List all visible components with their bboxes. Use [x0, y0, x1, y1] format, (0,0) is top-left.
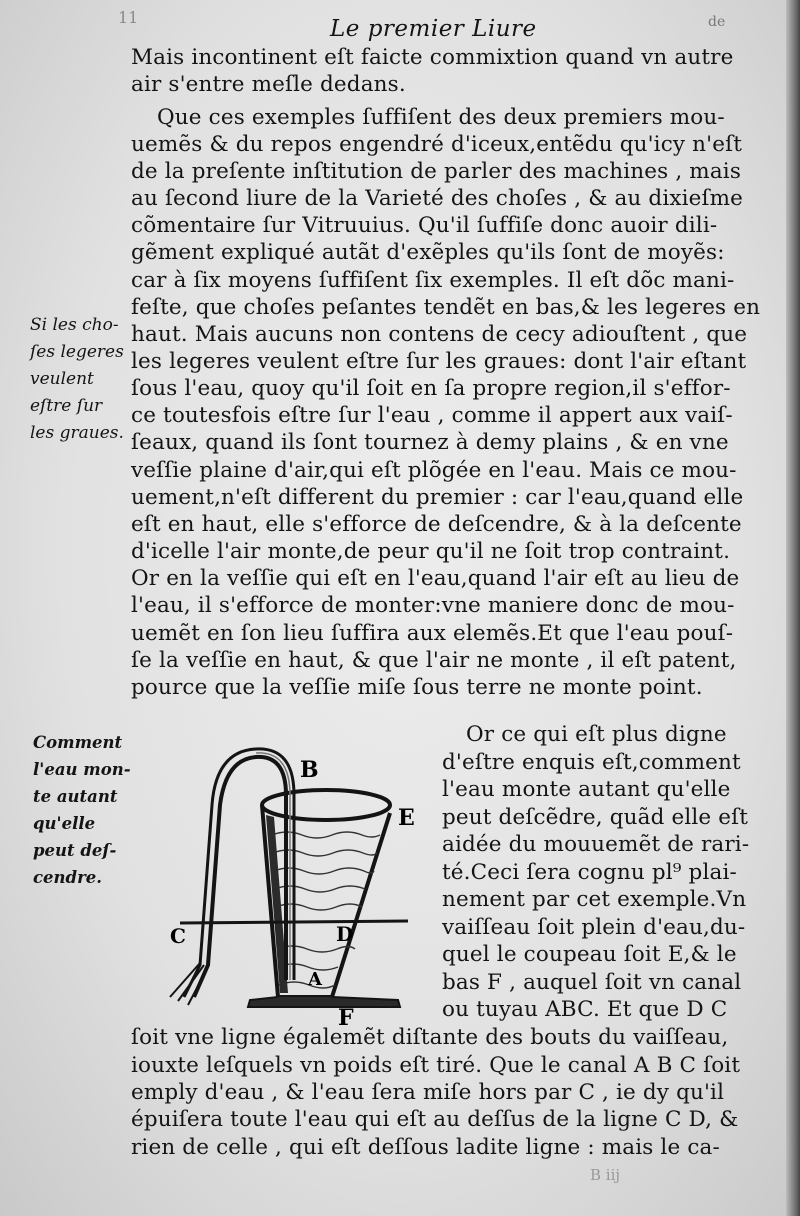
margin-note-line: les graues. [30, 423, 124, 443]
water-hatching [272, 832, 380, 988]
text-line: eſt en haut, elle s'efforce de deſcendre, & à la deſcente [131, 512, 742, 537]
text-line: ſoit vne ligne égalemẽt diſtante des bouts du vaiſſeau, [131, 1025, 729, 1050]
text-line: feſte, que choſes peſantes tendẽt en bas,& les legeres en [131, 295, 761, 320]
margin-note-line: veulent [30, 369, 94, 389]
text-line: uemẽt en ſon lieu ſuffira aux elemẽs.Et que l'eau pouſ- [131, 621, 734, 646]
signature-mark: B iij [590, 1166, 621, 1184]
text-line: ou tuyau ABC. Et que D C [442, 997, 728, 1022]
text-line: iouxte leſquels vn poids eſt tiré. Que le canal A B C ſoit [131, 1053, 741, 1078]
text-line: uement,n'eſt different du premier : car l'eau,quand elle [131, 485, 744, 510]
text-line: les legeres veulent eſtre ſur les graues: dont l'air eſtant [131, 349, 747, 374]
text-line: nement par cet exemple.Vn [442, 887, 747, 912]
text-line: peut deſcẽdre, quãd elle eſt [442, 805, 749, 830]
vessel-rim [262, 790, 390, 820]
text-line: car à ſix moyens ſuffiſent ſix exemples. Il eſt dõc mani- [131, 268, 735, 293]
margin-note-line: l'eau mon- [33, 760, 131, 779]
text-line: l'eau, il s'efforce de monter:vne maniere donc de mou- [131, 593, 735, 618]
margin-note-line: peut deſ- [33, 841, 117, 860]
vessel-base [248, 997, 400, 1007]
text-line: au ſecond liure de la Varieté des choſes , & au dixieſme [131, 186, 744, 211]
text-line: aidée du mouuemẽt de rari- [442, 832, 750, 857]
text-line: té.Ceci ſera cognu pl⁹ plai- [442, 860, 737, 885]
margin-note-line: ſes legeres [30, 342, 124, 362]
woodcut-vessel-figure [160, 735, 465, 1035]
level-line-cd [180, 921, 408, 923]
margin-note-line: qu'elle [33, 814, 96, 833]
text-line: veſſie plaine d'air,qui eſt plõgée en l'eau. Mais ce mou- [131, 458, 737, 483]
text-line: l'eau monte autant qu'elle [442, 777, 731, 802]
text-line: d'eſtre enquis eſt,comment [442, 750, 741, 775]
label-c: C [170, 924, 186, 948]
text-line: ce toutesfois eſtre ſur l'eau , comme il appert aux vaiſ- [131, 403, 733, 428]
text-line: quel le coupeau ſoit E,& le [442, 942, 737, 967]
margin-note-line: Si les cho- [30, 315, 119, 335]
margin-note-line: cendre. [33, 868, 103, 887]
text-line: Que ces exemples ſuffiſent des deux premiers mou- [157, 105, 725, 130]
folio-number: 11 [118, 8, 139, 27]
text-line: rien de celle , qui eſt deſſous ladite ligne : mais le ca- [131, 1135, 720, 1160]
label-a: A [308, 969, 322, 990]
text-line: air s'entre meſle dedans. [131, 72, 406, 97]
text-line: cõmentaire ſur Vitruuius. Qu'il ſuffiſe donc auoir dili- [131, 213, 718, 238]
margin-note-line: Comment [33, 733, 123, 752]
text-line: d'icelle l'air monte,de peur qu'il ne ſoit trop contraint. [131, 539, 731, 564]
text-line: ſeaux, quand ils ſont tournez à demy plains , & en vne [131, 430, 729, 455]
text-line: ſous l'eau, quoy qu'il ſoit en ſa propre region,il s'effor- [131, 376, 731, 401]
text-line: Or ce qui eſt plus digne [466, 722, 727, 747]
margin-note-line: te autant [33, 787, 118, 806]
text-line: bas F , auquel ſoit vn canal [442, 970, 742, 995]
label-f: F [338, 1005, 354, 1031]
text-line: uemẽs & du repos engendré d'iceux,entẽdu qu'icy n'eſt [131, 132, 742, 157]
text-line: Mais incontinent eſt faicte commixtion quand vn autre [131, 45, 734, 70]
text-line: épuiſera toute l'eau qui eſt au deſſus de la ligne C D, & [131, 1107, 739, 1132]
page-edge-shadow [786, 0, 800, 1216]
label-e: E [398, 805, 415, 831]
text-line: vaiſſeau ſoit plein d'eau,du- [442, 915, 746, 940]
text-line: haut. Mais aucuns non contens de cecy adiouſtent , que [131, 322, 748, 347]
text-line: de la preſente inſtitution de parler des machines , mais [131, 159, 742, 184]
label-d: D [336, 922, 354, 946]
text-line: ſe la veſſie en haut, & que l'air ne monte , il eſt patent, [131, 648, 737, 673]
label-b: B [300, 757, 319, 783]
running-head: Le premier Liure [330, 16, 537, 42]
text-line: pource que la veſſie miſe ſous terre ne monte point. [131, 675, 703, 700]
text-line: Or en la veſſie qui eſt en l'eau,quand l'air eſt au lieu de [131, 566, 740, 591]
text-line: emply d'eau , & l'eau ſera miſe hors par C , ie dy qu'il [131, 1080, 725, 1105]
margin-note-line: eſtre ſur [30, 396, 103, 416]
text-line: gẽment expliqué autãt d'exẽples qu'ils ſont de moyẽs: [131, 240, 725, 265]
bleed-through-text: de [708, 14, 726, 30]
